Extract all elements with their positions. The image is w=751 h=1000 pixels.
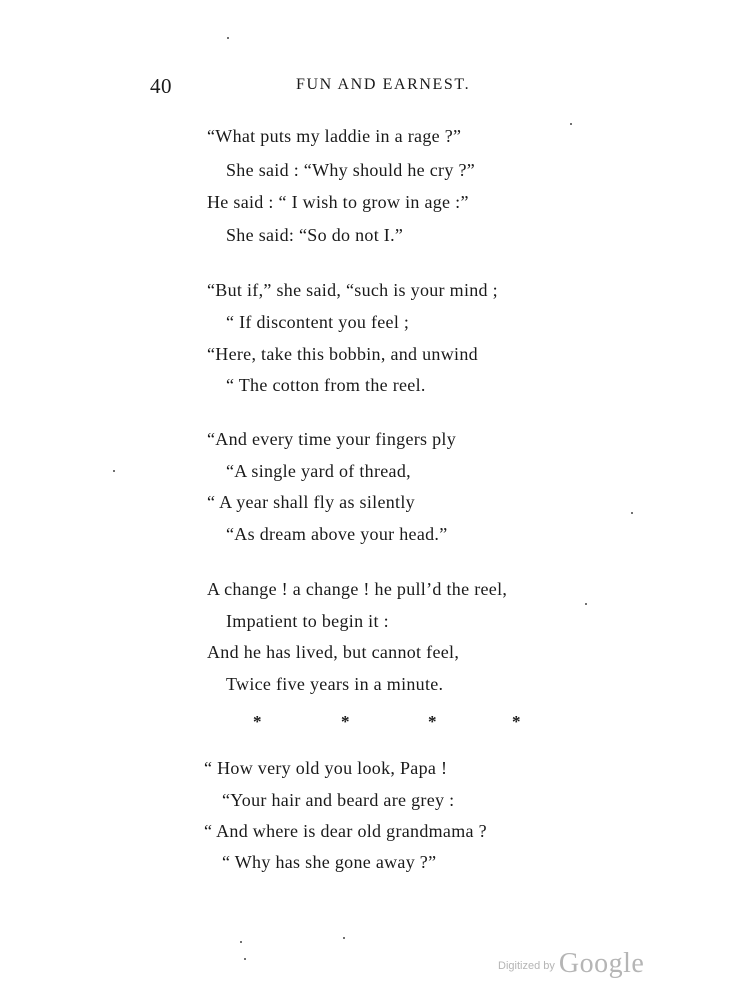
poem-line: “What puts my laddie in a rage ?” bbox=[207, 126, 462, 146]
asterisk: * bbox=[341, 712, 350, 731]
scan-speck bbox=[113, 470, 115, 472]
poem-line: “Your hair and beard are grey : bbox=[222, 790, 455, 810]
poem-line: A change ! a change ! he pull’d the reel, bbox=[207, 579, 508, 599]
poem-line: “But if,” she said, “such is your mind ; bbox=[207, 280, 498, 300]
poem-line: He said : “ I wish to grow in age :” bbox=[207, 192, 469, 212]
watermark-logo: Google bbox=[558, 948, 645, 979]
poem-line: And he has lived, but cannot feel, bbox=[207, 642, 460, 662]
poem-line: “ How very old you look, Papa ! bbox=[204, 758, 448, 778]
poem-line: “As dream above your head.” bbox=[226, 524, 448, 544]
poem-line: Impatient to begin it : bbox=[226, 611, 389, 631]
running-head: FUN AND EARNEST. bbox=[296, 76, 471, 93]
poem-line: “And every time your fingers ply bbox=[207, 429, 457, 449]
poem-line: “ A year shall fly as silently bbox=[207, 492, 415, 512]
poem-line: “ The cotton from the reel. bbox=[226, 375, 426, 395]
asterisk: * bbox=[512, 712, 521, 731]
scan-speck bbox=[631, 512, 633, 514]
poem-line: “ And where is dear old grandmama ? bbox=[204, 821, 487, 841]
asterisk: * bbox=[253, 712, 262, 731]
digitized-by-google-watermark bbox=[498, 948, 644, 978]
section-break bbox=[253, 712, 523, 736]
page-number: 40 bbox=[150, 74, 172, 98]
scan-speck bbox=[240, 941, 242, 943]
scan-speck bbox=[244, 958, 246, 960]
asterisk: * bbox=[428, 712, 437, 731]
scan-speck bbox=[570, 123, 572, 125]
watermark-prefix: Digitized by bbox=[498, 960, 555, 972]
poem-line: She said : “Why should he cry ?” bbox=[226, 160, 476, 180]
poem-line: Twice five years in a minute. bbox=[226, 674, 444, 694]
poem-line: She said: “So do not I.” bbox=[226, 225, 404, 245]
poem-line: “ Why has she gone away ?” bbox=[222, 852, 437, 872]
poem-line: “A single yard of thread, bbox=[226, 461, 411, 481]
scan-speck bbox=[343, 937, 345, 939]
page-header bbox=[150, 74, 490, 100]
poem-line: “ If discontent you feel ; bbox=[226, 312, 410, 332]
poem-line: “Here, take this bobbin, and unwind bbox=[207, 344, 478, 364]
scan-speck bbox=[585, 603, 587, 605]
scan-speck bbox=[227, 37, 229, 39]
